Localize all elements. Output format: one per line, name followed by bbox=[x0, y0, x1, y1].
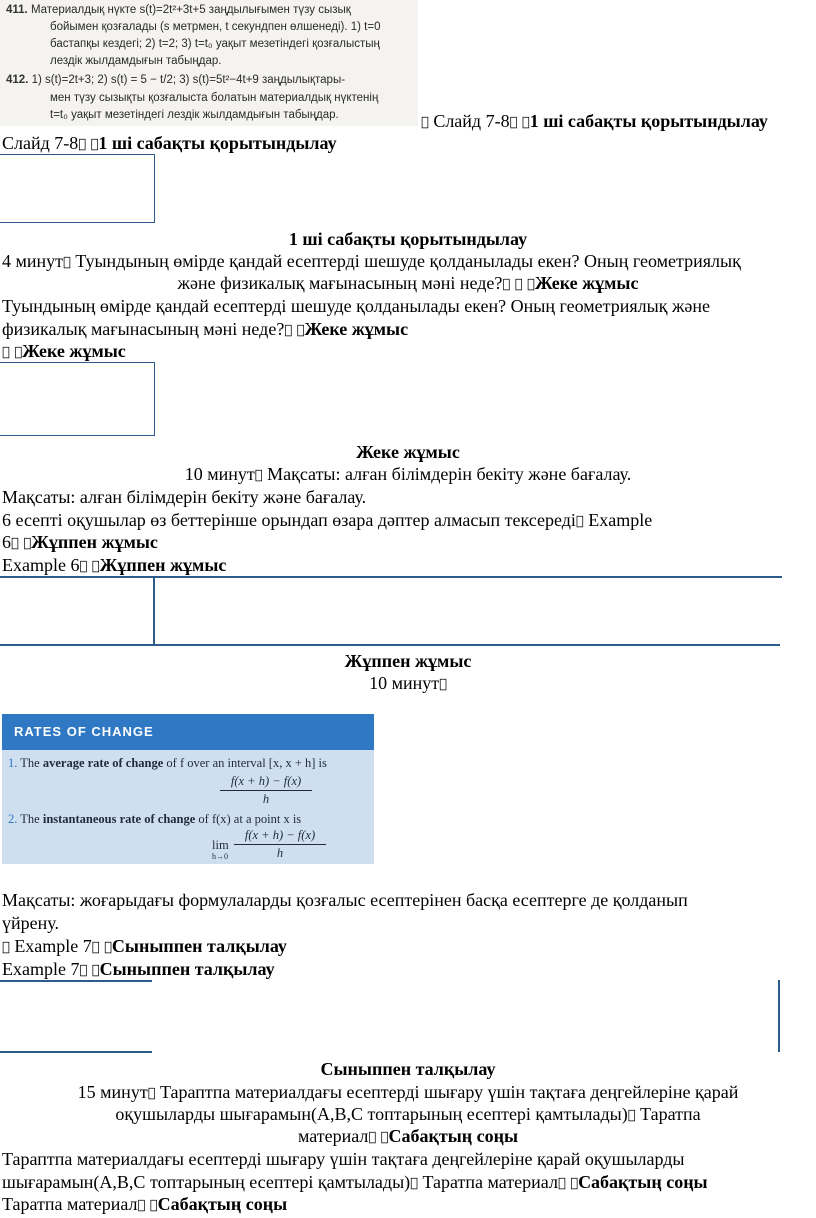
task6-line: 6 есепті оқушылар өз беттерінше орындап өзара дәптер алмасып тексереді Example bbox=[2, 510, 645, 530]
empty-frame bbox=[0, 154, 155, 223]
problem-412-line: t=t₀ уақыт мезетіндегі лездік жылдамдығын табыңдар. bbox=[50, 109, 339, 121]
bullet-icon bbox=[631, 1108, 636, 1123]
problem-412-line: мен түзу сызықты қозғалыста болатын материалдық нүктенің bbox=[50, 92, 379, 104]
bullet-icon bbox=[549, 1176, 554, 1191]
instantaneous-rate-fraction: f(x + h) − f(x) h bbox=[234, 828, 326, 861]
summary-text-line: 4 минут Туындының өмірде қандай есептерді шешуде қолданылады екен? Оның геометриялық bbox=[2, 251, 733, 271]
bullet-icon bbox=[151, 1086, 156, 1101]
rates-of-change-figure bbox=[2, 714, 374, 864]
bullet-icon bbox=[91, 137, 99, 152]
bullet-icon bbox=[92, 963, 100, 978]
bullet-icon bbox=[14, 345, 22, 360]
bullet-icon bbox=[506, 277, 511, 292]
bullet-icon bbox=[284, 323, 289, 338]
section-heading-pair: Жұппен жұмыс bbox=[344, 651, 472, 671]
empty-frame bbox=[0, 362, 155, 436]
figure-header: RATES OF CHANGE bbox=[2, 714, 374, 750]
rate-item-1: 1. The average rate of change of f over an interval [x, x + h] is bbox=[8, 756, 327, 770]
bullet-icon bbox=[439, 677, 447, 692]
bullet-icon bbox=[522, 115, 530, 130]
problem-411-line: бастапқы кездегі; 2) t=2; 3) t=t₀ уақыт мезетіндегі қозғалыстың bbox=[50, 38, 380, 50]
bullet-icon bbox=[421, 115, 429, 130]
divider-line bbox=[0, 644, 780, 646]
section-heading-summary: 1 ші сабақты қорытындылау bbox=[288, 229, 528, 249]
problem-411: 411. Материалдық нүкте s(t)=2t²+3t+5 заңдылығымен түзу сызық bbox=[6, 4, 351, 16]
question-text-line: Туындының өмірде қандай есептерді шешуде қолданылады екен? Оның геометриялық және bbox=[2, 296, 711, 316]
summary-text-line: және физикалық мағынасының мәні неде? Жеке жұмыс bbox=[177, 273, 625, 293]
bullet-icon bbox=[150, 1198, 158, 1213]
divider-line bbox=[0, 576, 782, 578]
bullet-icon bbox=[497, 115, 502, 130]
bullet-icon bbox=[515, 277, 523, 292]
task6-line: 6 Жұппен жұмыс bbox=[2, 532, 142, 552]
individual-goal-line: Мақсаты: алған білімдерін бекіту және бағалау. bbox=[2, 487, 367, 507]
average-rate-fraction: f(x + h) − f(x) h bbox=[220, 774, 312, 807]
bullet-icon bbox=[78, 137, 83, 152]
problem-411-line: бойымен қозғалады (s метрмен, t секундпен өлшенеді). 1) t=0 bbox=[50, 21, 381, 33]
individual-label-line: Жеке жұмыс bbox=[2, 341, 106, 361]
textbook-scan-image bbox=[0, 0, 418, 126]
section-heading-individual: Жеке жұмыс bbox=[356, 442, 460, 462]
bullet-icon bbox=[575, 514, 581, 529]
bullet-icon bbox=[527, 277, 535, 292]
final-text-line: шығарамын(А,В,С топтарының есептері қамтылады) Таратпа материал Сабақтың соңы bbox=[2, 1172, 684, 1192]
bullet-icon bbox=[372, 1130, 377, 1145]
bullet-icon bbox=[63, 255, 68, 270]
goal-line: Мақсаты: жоғарыдағы формулаларды қозғалыс есептерінен басқа есептерге де қолданып bbox=[2, 890, 688, 910]
fraction-bar bbox=[234, 844, 326, 845]
example6-line: Example 6 Жұппен жұмыс bbox=[2, 555, 211, 575]
divider-line bbox=[778, 980, 780, 1052]
pair-minutes-line: 10 минут bbox=[0, 672, 816, 697]
section-heading-class: Сыныппен талқылау bbox=[320, 1059, 496, 1079]
bullet-icon bbox=[23, 536, 31, 551]
individual-minutes-line: 10 минут Мақсаты: алған білімдерін бекіту және бағалау. bbox=[184, 464, 628, 484]
goal-line: үйрену. bbox=[2, 913, 59, 933]
example7-line: Example 7 Сыныппен талқылау bbox=[2, 936, 259, 956]
bullet-icon bbox=[79, 940, 84, 955]
divider-line bbox=[153, 576, 155, 645]
bullet-icon bbox=[258, 468, 263, 483]
divider-line bbox=[0, 1051, 152, 1053]
bullet-icon bbox=[2, 345, 10, 360]
bullet-icon bbox=[297, 323, 305, 338]
final-text-line: Тараптпа материалдағы есептерді шығару үшін тақтаға деңгейлеріне қарай оқушыларды bbox=[2, 1149, 685, 1169]
fraction-bar bbox=[220, 790, 312, 791]
class-text-line: 15 минут Тараптпа материалдағы есептерді шығару үшін тақтаға деңгейлеріне қарай bbox=[77, 1082, 735, 1102]
bullet-icon bbox=[79, 559, 84, 574]
final-text-line: Таратпа материал Сабақтың соңы bbox=[2, 1194, 272, 1214]
example7-line: Example 7 Сыныппен талқылау bbox=[2, 959, 259, 979]
problem-412: 412. 1) s(t)=2t+3; 2) s(t) = 5 − t/2; 3) s(t)=5t²−4t+9 заңдылықтары- bbox=[6, 74, 346, 86]
slide-caption-left: Слайд 7-8 1 ші сабақты қорытындылау bbox=[2, 133, 321, 153]
question-text-line: физикалық мағынасының мәні неде? Жеке жұмыс bbox=[2, 319, 393, 339]
bullet-icon bbox=[381, 1130, 389, 1145]
limit-symbol: lim h→0 bbox=[212, 838, 229, 861]
divider-line bbox=[0, 980, 152, 982]
class-text-line: материал Сабақтың соңы bbox=[297, 1126, 511, 1146]
bullet-icon bbox=[92, 559, 100, 574]
bullet-icon bbox=[410, 1176, 415, 1191]
slide-caption-right: Слайд 7-8 1 ші сабақты қорытындылау bbox=[421, 111, 740, 131]
bullet-icon bbox=[11, 536, 16, 551]
bullet-icon bbox=[2, 940, 10, 955]
class-text-line: оқушыларды шығарамын(А,В,С топтарының есептері қамтылады) Таратпа bbox=[115, 1104, 697, 1124]
rate-item-2: 2. The instantaneous rate of change of f(x) at a point x is bbox=[8, 812, 302, 826]
bullet-icon bbox=[570, 1176, 578, 1191]
bullet-icon bbox=[137, 1198, 142, 1213]
bullet-icon bbox=[104, 940, 112, 955]
bullet-icon bbox=[79, 963, 84, 978]
problem-411-line: лездік жылдамдығын табыңдар. bbox=[50, 55, 222, 67]
